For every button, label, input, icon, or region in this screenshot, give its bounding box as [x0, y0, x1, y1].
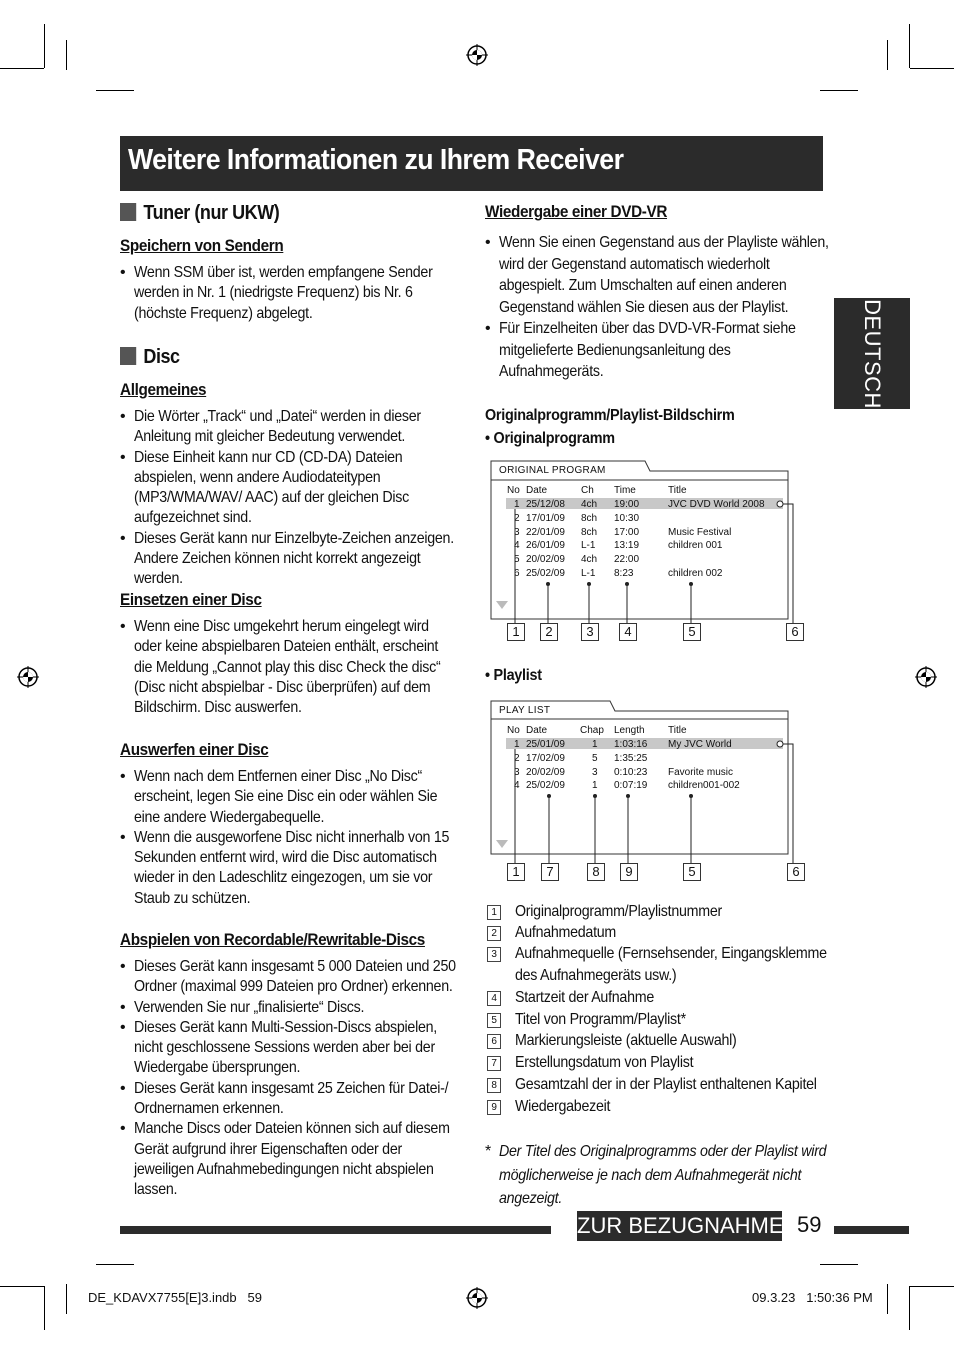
list-dvdvr: [485, 232, 830, 383]
legend-text: des Aufnahmegeräts usw.): [515, 967, 677, 984]
crop-mark: [66, 1284, 67, 1314]
callout-5: 5: [683, 863, 701, 881]
bullet-playlist: • Playlist: [485, 667, 542, 684]
legend-text: Aufnahmequelle (Fernsehsender, Eingangsklemme: [515, 945, 827, 962]
table-cell: 20/02/09: [526, 766, 565, 778]
callout-3: 3: [581, 623, 599, 641]
table-cell: L-1: [581, 540, 596, 552]
legend-number: 6: [487, 1034, 501, 1049]
list-item: • Wenn nach dem Entfernen einer Disc „No Disc“ erscheint, legen Sie eine Disc ein oder wählen Sie eine andere Wiedergabequelle.: [120, 767, 460, 828]
screen-heading: Originalprogramm/Playlist-Bildschirm: [485, 407, 735, 424]
callout-2: 2: [540, 623, 558, 641]
table-cell: 8ch: [581, 512, 598, 524]
list-item: • Dieses Gerät kann insgesamt 5 000 Dateien und 250 Ordner (maximal 999 Dateien pro Ordner) erkennen.: [120, 957, 460, 998]
callout-5: 5: [683, 623, 701, 641]
table-cell: 22/01/09: [526, 526, 565, 538]
list-speichern: [120, 263, 460, 324]
table-cell: children001-002: [668, 780, 740, 792]
crop-mark: [909, 1286, 910, 1330]
table-cell: 1: [514, 499, 520, 510]
registration-mark-icon: [915, 666, 937, 688]
table-cell: 20/02/09: [526, 554, 565, 566]
table-cell: 25/12/08: [526, 499, 565, 510]
legend-text: Markierungsleiste (aktuelle Auswahl): [515, 1032, 737, 1049]
subheading-einsetzen: Einsetzen einer Disc: [120, 590, 262, 609]
list-item: • Wenn SSM über ist, werden empfangene Sender werden in Nr. 1 (niedrigste Frequenz) bis Nr. 6 (höchste Frequenz) abgelegt.: [120, 263, 460, 324]
table-cell: 8:23: [614, 568, 634, 579]
crop-mark: [887, 1284, 888, 1314]
legend-number: 7: [487, 1056, 501, 1071]
legend-number: 5: [487, 1013, 501, 1028]
table-cell: 1:35:25: [614, 752, 648, 764]
callout-9: 9: [620, 863, 638, 881]
list-item: • Diese Einheit kann nur CD (CD-DA) Dateien abspielen, wenn andere Audiodateitypen (MP3/WMA/WAV/ AAC) auf der gleichen Disc aufgezeichnet sind.: [120, 448, 460, 529]
table-cell: 1:03:16: [614, 739, 648, 750]
table-cell: 6: [514, 568, 520, 579]
crop-mark: [44, 24, 45, 68]
list-abspielen: [120, 957, 460, 1201]
crop-mark: [0, 1286, 44, 1287]
screen-label: PLAY LIST: [499, 705, 551, 716]
list-item: • Manche Discs oder Dateien können sich auf diesem Gerät aufgrund ihrer Eigenschaften oder der jeweiligen Aufnahmebedingungen nicht abspielen lassen.: [120, 1119, 460, 1200]
list-auswerfen: [120, 767, 460, 909]
crop-mark: [909, 24, 910, 68]
legend-text: Originalprogramm/Playlistnummer: [515, 903, 722, 920]
table-cell: 19:00: [614, 499, 640, 510]
crop-mark: [910, 68, 954, 69]
legend-text: Gesamtzahl der in der Playlist enthaltenen Kapitel: [515, 1076, 817, 1093]
crop-mark: [44, 1286, 45, 1330]
crop-mark: [66, 40, 67, 70]
callout-lines: [490, 699, 810, 884]
square-bullet-icon: [120, 347, 136, 365]
table-cell: 3: [514, 526, 520, 538]
subheading-speichern: Speichern von Sendern: [120, 236, 284, 255]
table-cell: 17:00: [614, 526, 640, 538]
footer-bar: [834, 1226, 909, 1234]
callout-4: 4: [619, 623, 637, 641]
table-cell: 3: [592, 766, 598, 778]
list-item: • Verwenden Sie nur „finalisierte“ Discs.: [120, 998, 460, 1018]
list-item: • Für Einzelheiten über das DVD-VR-Format siehe mitgelieferte Bedienungsanleitung des Aufnahmegeräts.: [485, 318, 830, 383]
footer-bar: [120, 1226, 551, 1234]
table-cell: 25/02/09: [526, 780, 565, 792]
table-cell: 1: [592, 780, 598, 792]
table-cell: 25/01/09: [526, 739, 565, 750]
table-cell: children 002: [668, 568, 723, 579]
table-cell: JVC DVD World 2008: [668, 499, 765, 510]
crop-mark: [820, 90, 858, 91]
table-cell: 0:07:19: [614, 780, 648, 792]
list-item: • Dieses Gerät kann insgesamt 25 Zeichen für Datei-/ Ordnernamen erkennen.: [120, 1079, 460, 1120]
imprint-timestamp: 09.3.23 1:50:36 PM: [752, 1290, 873, 1305]
callout-1: 1: [507, 623, 525, 641]
imprint-file: DE_KDAVX7755[E]3.indb 59: [88, 1290, 262, 1305]
legend-number: 9: [487, 1100, 501, 1115]
language-tab: [834, 298, 910, 409]
table-cell: 5: [592, 752, 598, 764]
footnote-star: *: [485, 1143, 491, 1160]
list-item: • Wenn eine Disc umgekehrt herum eingelegt wird oder keine abspielbaren Dateien enthält, erscheint die Meldung „Cannot play this disc Check the disc“ (Disc nicht abspielbar - Disc überprüfen) auf dem Bildschirm. Disc auswerfen.: [120, 617, 460, 718]
legend-text: Aufnahmedatum: [515, 924, 617, 941]
callout-6: 6: [786, 623, 804, 641]
legend-number: 4: [487, 991, 501, 1006]
callout-lines: [490, 459, 810, 644]
footnote: Der Titel des Originalprogramms oder der Playlist wird möglicherweise je nach dem Aufnahmegerät nicht angezeigt.: [499, 1143, 827, 1207]
section-heading-disc: Disc: [120, 346, 180, 369]
legend-text: Erstellungsdatum von Playlist: [515, 1054, 694, 1071]
legend-number: 1: [487, 905, 501, 920]
table-cell: 17/01/09: [526, 512, 565, 524]
list-einsetzen: [120, 617, 460, 718]
section-heading-tuner: Tuner (nur UKW): [120, 202, 279, 225]
table-cell: 4: [514, 780, 520, 792]
subheading-abspielen: Abspielen von Recordable/Rewritable-Discs: [120, 930, 425, 949]
crop-mark: [96, 90, 134, 91]
legend-number: 8: [487, 1078, 501, 1093]
list-item: • Die Wörter „Track“ und „Datei“ werden in dieser Anleitung mit gleicher Bedeutung verwendet.: [120, 407, 460, 448]
list-item: • Dieses Gerät kann nur Einzelbyte-Zeichen anzeigen. Andere Zeichen können nicht korrekt angezeigt werden.: [120, 529, 460, 590]
list-item: • Wenn die ausgeworfene Disc nicht innerhalb von 15 Sekunden entfernt wird, wird die Disc automatisch wieder in den Ladeschlitz eingezogen, um sie vor Staub zu schützen.: [120, 828, 460, 909]
subheading-auswerfen: Auswerfen einer Disc: [120, 740, 269, 759]
table-cell: L-1: [581, 568, 596, 579]
table-cell: children 001: [668, 540, 723, 552]
table-cell: 8ch: [581, 526, 598, 538]
bullet-originalprogramm: • Originalprogramm: [485, 430, 615, 447]
page-title: Weitere Informationen zu Ihrem Receiver: [128, 144, 624, 176]
table-cell: 1: [514, 739, 520, 750]
table-cell: 4: [514, 540, 520, 552]
list-item: • Dieses Gerät kann Multi-Session-Discs abspielen, nicht geschlossene Sessions werden aber bei der Wiedergabe übersprungen.: [120, 1018, 460, 1079]
footer-section-label: ZUR BEZUGNAHME: [577, 1211, 782, 1241]
language-tab-label: DEUTSCH: [860, 299, 885, 409]
table-cell: 3: [514, 766, 520, 778]
table-cell: 17/02/09: [526, 752, 565, 764]
screen-label: ORIGINAL PROGRAM: [499, 465, 606, 476]
legend-text: Wiedergabezeit: [515, 1098, 611, 1115]
crop-mark: [0, 68, 44, 69]
table-cell: Favorite music: [668, 766, 734, 778]
table-cell: 1: [592, 739, 598, 750]
registration-mark-icon: [466, 44, 488, 66]
table-cell: 2: [514, 752, 520, 764]
table-cell: 13:19: [614, 540, 640, 552]
callout-8: 8: [587, 863, 605, 881]
table-cell: 0:10:23: [614, 766, 648, 778]
original-program-screen: ORIGINAL PROGRAM No Date Ch Time Title 1 25/12/08 4ch 19:00 JVC DVD World 2008 2 17/01/09 8ch 10:30 3 22/01/09 8ch 17:00 Music Festival 4 26/01/09 L-1 13:19 children 001 5 20/02/09 4ch 22:00 6 25/02/09 L-1 8:23 children 002: [490, 459, 810, 644]
list-item: • Wenn Sie einen Gegenstand aus der Playliste wählen, wird der Gegenstand automatisch wiederholt abgespielt. Zum Umschalten auf einen anderen Gegenstand wählen Sie diesen aus der Playlist.: [485, 232, 830, 318]
table-cell: 4ch: [581, 499, 598, 510]
legend-text: Titel von Programm/Playlist*: [515, 1011, 686, 1028]
legend-number: 2: [487, 926, 501, 941]
table-cell: 25/02/09: [526, 568, 565, 579]
table-cell: 26/01/09: [526, 540, 565, 552]
registration-mark-icon: [466, 1287, 488, 1309]
legend-number: 3: [487, 947, 501, 962]
list-allgemeines: [120, 407, 460, 590]
table-cell: 22:00: [614, 554, 640, 566]
table-cell: 2: [514, 512, 520, 524]
playlist-screen: PLAY LIST No Date Chap Length Title 1 25/01/09 1 1:03:16 My JVC World 2 17/02/09 5 1:35:25 3 20/02/09 3 0:10:23 Favorite music 4 25/02/09 1 0:07:19 children001-002: [490, 699, 810, 884]
table-cell: My JVC World: [668, 739, 732, 750]
callout-6: 6: [787, 863, 805, 881]
crop-mark: [820, 1264, 858, 1265]
square-bullet-icon: [120, 203, 136, 221]
crop-mark: [910, 1286, 954, 1287]
crop-mark: [96, 1264, 134, 1265]
table-cell: 5: [514, 554, 520, 566]
callout-1: 1: [507, 863, 525, 881]
callout-7: 7: [541, 863, 559, 881]
legend-text: Startzeit der Aufnahme: [515, 989, 654, 1006]
table-cell: Music Festival: [668, 526, 732, 538]
crop-mark: [887, 40, 888, 70]
table-cell: 4ch: [581, 554, 598, 566]
page-number: 59: [797, 1212, 822, 1237]
registration-mark-icon: [17, 666, 39, 688]
page-title-bar: [120, 136, 823, 191]
subheading-dvdvr: Wiedergabe einer DVD-VR: [485, 202, 668, 221]
subheading-allgemeines: Allgemeines: [120, 380, 207, 399]
table-cell: 10:30: [614, 512, 640, 524]
